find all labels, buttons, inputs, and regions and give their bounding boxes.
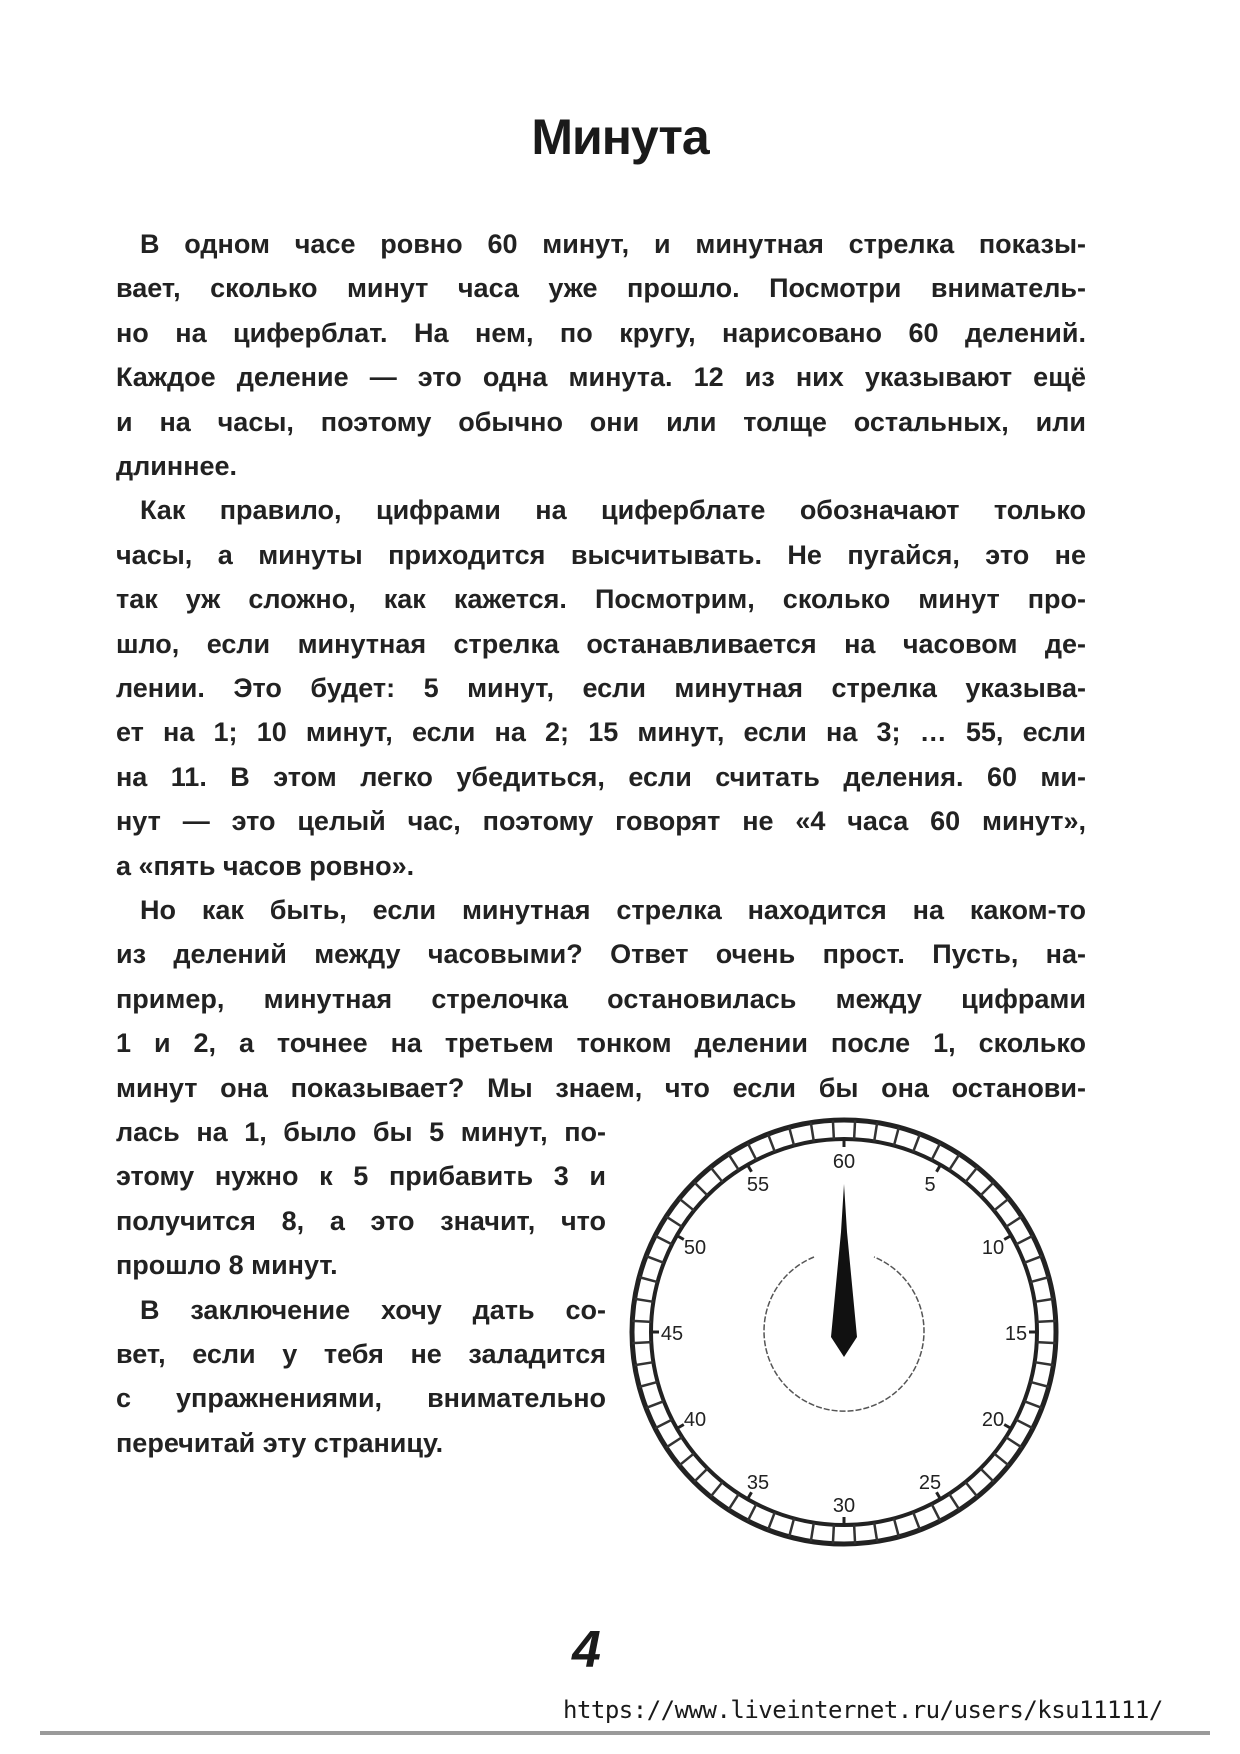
- minute-division: [789, 1518, 794, 1536]
- minute-division: [729, 1494, 739, 1510]
- minute-division: [1030, 1277, 1048, 1282]
- minute-division: [894, 1127, 899, 1145]
- text-line: и на часы, поэтому обычно они или толще остальных, или: [116, 406, 1086, 437]
- minute-division: [711, 1482, 723, 1497]
- text-line: Но как быть, если минутная стрелка находится на каком-то: [140, 895, 1086, 925]
- minute-division: [679, 1199, 694, 1211]
- minute-division: [694, 1182, 707, 1195]
- text-line: но на циферблат. На нем, по кругу, нарисовано 60 делений.: [116, 317, 1086, 348]
- hour-tick: [1004, 1425, 1011, 1429]
- minute-division: [980, 1468, 993, 1481]
- minute-division: [874, 1123, 877, 1142]
- minute-division: [1024, 1401, 1042, 1408]
- minute-division: [913, 1134, 920, 1152]
- text-line: 1 и 2, а точнее на третьем тонком делении после 1, сколько: [116, 1028, 1086, 1059]
- clock-label: 20: [981, 1409, 1005, 1431]
- text-line: перечитай эту страницу.: [116, 1427, 444, 1458]
- text-line: лась на 1, было бы 5 минут, по-: [116, 1117, 606, 1147]
- minute-division: [965, 1167, 977, 1182]
- minute-hand: [831, 1184, 857, 1357]
- minute-division: [854, 1525, 855, 1544]
- minute-division: [666, 1217, 682, 1227]
- minute-division: [1037, 1321, 1056, 1322]
- minute-division: [811, 1123, 814, 1142]
- clock-label: 25: [918, 1471, 942, 1494]
- clock-label: 35: [746, 1471, 770, 1494]
- minute-division: [980, 1182, 993, 1195]
- minute-division: [729, 1154, 739, 1170]
- minute-division: [874, 1523, 877, 1542]
- clock-label: 40: [683, 1409, 707, 1431]
- text-line: нут — это целый час, поэтому говорят не «4 часа 60 минут»,: [116, 806, 1086, 837]
- minute-division: [655, 1420, 672, 1429]
- minute-division: [711, 1167, 723, 1182]
- text-line: шло, если минутная стрелка останавливается на часовом де-: [116, 628, 1086, 659]
- text-line: так уж сложно, как кажется. Посмотрим, сколько минут про-: [116, 584, 1086, 615]
- page-title: Минута: [531, 109, 709, 165]
- minute-division: [635, 1299, 654, 1302]
- minute-division: [1006, 1217, 1022, 1227]
- text-line: пример, минутная стрелочка остановилась между цифрами: [116, 983, 1086, 1014]
- minute-division: [646, 1401, 664, 1408]
- text-line: минут она показывает? Мы знаем, что если бы она останови-: [116, 1072, 1086, 1103]
- minute-division: [1030, 1382, 1048, 1387]
- minute-division: [932, 1504, 941, 1521]
- minute-division: [768, 1512, 775, 1530]
- minute-division: [932, 1143, 941, 1160]
- text-line: Каждое деление — это одна минута. 12 из них указывают ещё: [116, 362, 1086, 393]
- minute-division: [1035, 1299, 1054, 1302]
- hour-tick: [1004, 1236, 1011, 1240]
- text-line: В одном часе ровно 60 минут, и минутная стрелка показы-: [140, 229, 1086, 259]
- minute-division: [768, 1134, 775, 1152]
- minute-division: [811, 1523, 814, 1542]
- minute-division: [965, 1482, 977, 1497]
- clock-label: 10: [981, 1237, 1005, 1259]
- minute-division: [679, 1453, 694, 1465]
- text-line: а «пять часов ровно».: [116, 850, 415, 881]
- clock-label: 5: [924, 1174, 936, 1197]
- clock-label: 30: [832, 1495, 856, 1517]
- clock-label: 15: [1004, 1323, 1028, 1345]
- minute-division: [632, 1342, 651, 1343]
- minute-division: [1037, 1342, 1056, 1343]
- minute-division: [789, 1127, 794, 1145]
- text-line: из делений между часовыми? Ответ очень прост. Пусть, на-: [116, 939, 1086, 970]
- minute-division: [833, 1120, 834, 1139]
- minute-division: [646, 1256, 664, 1263]
- clock-face-illustration: [620, 1100, 1070, 1570]
- minute-division: [748, 1504, 757, 1521]
- page-number: 4: [572, 1621, 601, 1679]
- minute-division: [666, 1437, 682, 1447]
- text-line: вет, если у тебя не заладится: [116, 1339, 606, 1369]
- source-url: https://www.liveinternet.ru/users/ksu11111/: [563, 1696, 1163, 1724]
- hour-tick: [677, 1425, 684, 1429]
- text-line: этому нужно к 5 прибавить 3 и: [116, 1161, 606, 1192]
- minute-division: [1016, 1420, 1033, 1429]
- minute-division: [994, 1453, 1009, 1465]
- minute-division: [635, 1362, 654, 1365]
- clock-label: 50: [683, 1237, 707, 1259]
- text-line: лении. Это будет: 5 минут, если минутная стрелка указыва-: [116, 673, 1086, 703]
- text-line: с упражнениями, внимательно: [116, 1383, 606, 1414]
- hour-tick: [937, 1165, 941, 1172]
- minute-division: [994, 1199, 1009, 1211]
- minute-division: [639, 1382, 657, 1387]
- bottom-rule: [40, 1731, 1210, 1735]
- minute-division: [854, 1120, 855, 1139]
- text-line: Как правило, цифрами на циферблате обозначают только: [140, 495, 1086, 526]
- minute-division: [655, 1236, 672, 1245]
- text-line: часы, а минуты приходится высчитывать. Не пугайся, это не: [116, 539, 1086, 570]
- text-line: длиннее.: [116, 451, 238, 481]
- hour-tick: [677, 1236, 684, 1240]
- text-line: В заключение хочу дать со-: [140, 1294, 606, 1325]
- minute-division: [894, 1518, 899, 1536]
- minute-division: [949, 1154, 959, 1170]
- minute-division: [913, 1512, 920, 1530]
- text-line: получится 8, а это значит, что: [116, 1205, 606, 1236]
- minute-division: [1024, 1256, 1042, 1263]
- text-line: на 11. В этом легко убедиться, если считать деления. 60 ми-: [116, 761, 1086, 792]
- minute-division: [632, 1321, 651, 1322]
- minute-division: [639, 1277, 657, 1282]
- clock-label: 45: [660, 1323, 684, 1345]
- hour-tick: [748, 1165, 752, 1172]
- minute-division: [949, 1494, 959, 1510]
- minute-division: [833, 1525, 834, 1544]
- clock-label: 60: [832, 1151, 856, 1173]
- minute-division: [1006, 1437, 1022, 1447]
- minute-division: [748, 1143, 757, 1160]
- minute-division: [694, 1468, 707, 1481]
- clock-label: 55: [746, 1174, 770, 1197]
- text-line: ет на 1; 10 минут, если на 2; 15 минут, если на 3; … 55, если: [116, 717, 1086, 748]
- text-line: прошло 8 минут.: [116, 1250, 338, 1281]
- minute-division: [1016, 1236, 1033, 1245]
- text-line: вает, сколько минут часа уже прошло. Посмотри вниматель-: [116, 273, 1086, 304]
- minute-division: [1035, 1362, 1054, 1365]
